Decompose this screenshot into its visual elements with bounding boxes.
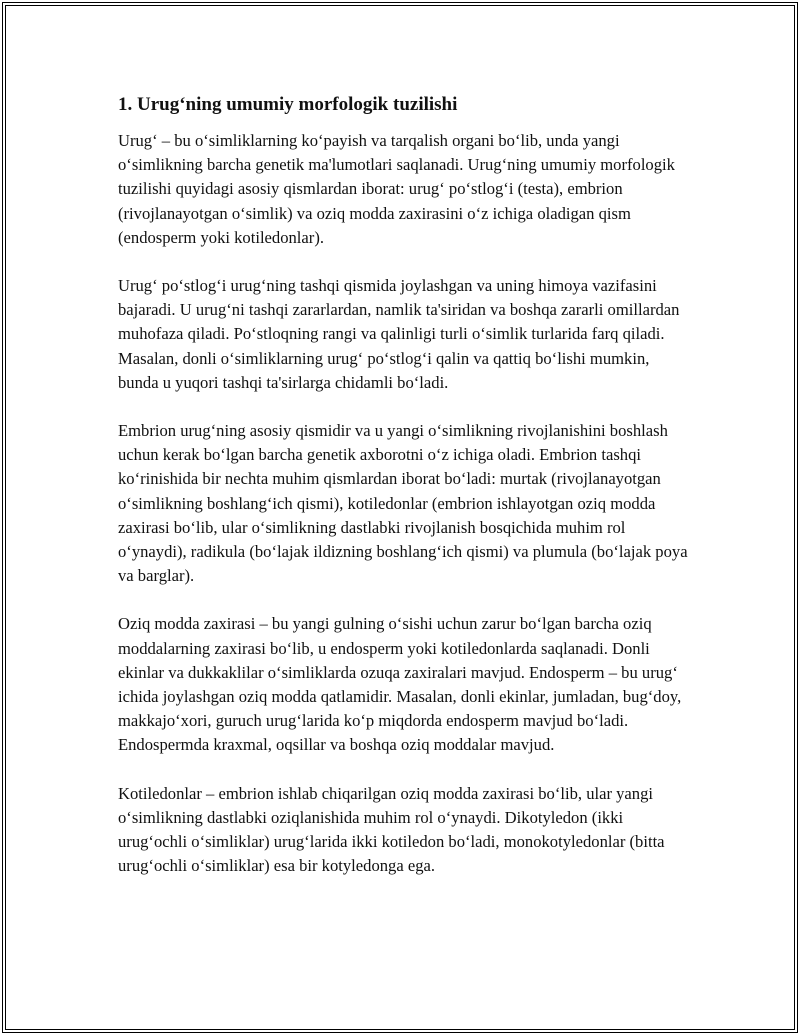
paragraph-seed-coat: Urug‘ po‘stlog‘i urug‘ning tashqi qismida joylashgan va uning himoya vazifasini bajaradi. U urug‘ni tashqi zararlardan, namlik ta'siridan va boshqa zararli omillardan muhofaza qiladi. Po‘stloqning rangi va qalinligi turli o‘simlik turlarida farq qiladi. Masalan, donli o‘simliklarning urug‘ po‘stlog‘i qalin va qattiq bo‘lishi mumkin, bunda u yuqori tashqi ta'sirlarga chidamli bo‘ladi.: [118, 276, 680, 392]
paragraph-embryo: Embrion urug‘ning asosiy qismidir va u yangi o‘simlikning rivojlanishini boshlash uchun kerak bo‘lgan barcha genetik axborotni o‘z ichiga oladi. Embrion tashqi ko‘rinishida bir nechta muhim qismlardan iborat bo‘ladi: murtak (rivojlanayotgan o‘simlikning boshlang‘ich qismi), kotiledonlar (embrion ishlayotgan oziq modda zaxirasi bo‘lib, ular o‘simlikning dastlabki rivojlanish bosqichida muhim rol o‘ynaydi), radikula (bo‘lajak ildizning boshlang‘ich qismi) va plumula (bo‘lajak poya va barglar).: [118, 421, 688, 586]
document-body: [118, 93, 688, 878]
section-heading: 1. Urug‘ning umumiy morfologik tuzilishi: [118, 94, 458, 115]
paragraph-seed-definition: Urug‘ – bu o‘simliklarning ko‘payish va tarqalish organi bo‘lib, unda yangi o‘simlikning barcha genetik ma'lumotlari saqlanadi. Urug‘ning umumiy morfologik tuzilishi quyidagi asosiy qismlardan iborat: urug‘ po‘stlog‘i (testa), embrion (rivojlanayotgan o‘simlik) va oziq modda zaxirasini o‘z ichiga oladigan qism (endosperm yoki kotiledonlar).: [118, 131, 675, 247]
paragraph-cotyledons: Kotiledonlar – embrion ishlab chiqarilgan oziq modda zaxirasi bo‘lib, ular yangi o‘simlikning dastlabki oziqlanishida muhim rol o‘ynaydi. Dikotyledon (ikki urug‘ochli o‘simliklar) urug‘larida ikki kotiledon bo‘ladi, monokotyledonlar (bitta urug‘ochli o‘simliklar) esa bir kotyledonga ega.: [118, 783, 665, 876]
paragraph-nutrient-reserve: Oziq modda zaxirasi – bu yangi gulning o‘sishi uchun zarur bo‘lgan barcha oziq moddalarning zaxirasi bo‘lib, u endosperm yoki kotiledonlarda saqlanadi. Donli ekinlar va dukkaklilar o‘simliklarda ozuqa zaxiralari mavjud. Endosperm – bu urug‘ ichida joylashgan oziq modda qatlamidir. Masalan, donli ekinlar, jumladan, bug‘doy, makkajo‘xori, guruch urug‘larida ko‘p miqdorda endosperm mavjud bo‘ladi. Endospermda kraxmal, oqsillar va boshqa oziq moddalar mavjud.: [118, 614, 682, 755]
